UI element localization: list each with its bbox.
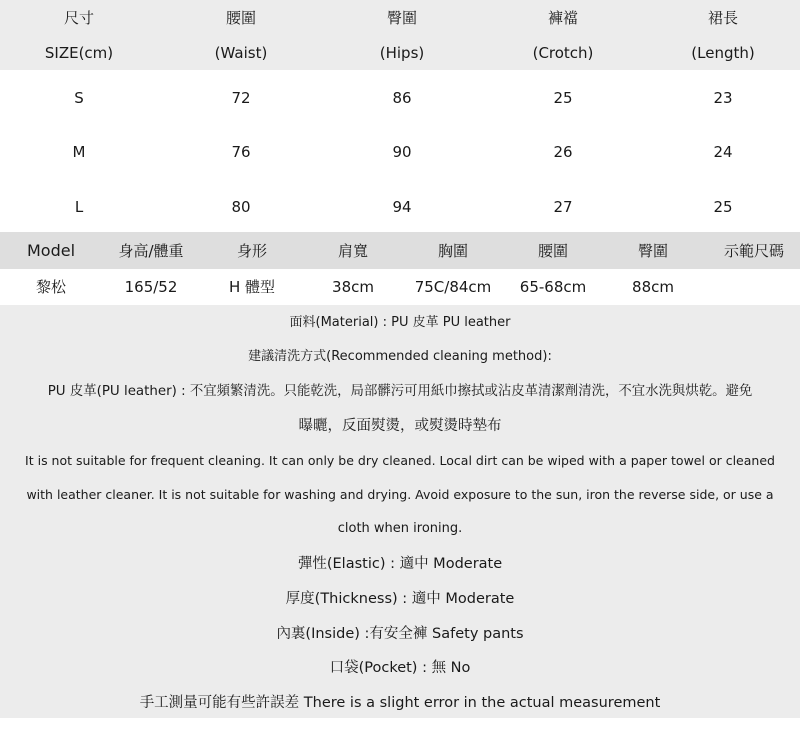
hips-col-header-zh: 臀圍 bbox=[386, 9, 418, 27]
size-cell: M bbox=[72, 143, 86, 161]
pocket-line: 口袋(Pocket) : 無 No bbox=[329, 660, 471, 676]
model-name-cell: 黎松 bbox=[35, 278, 67, 296]
waist-cell: 76 bbox=[231, 143, 251, 161]
size-cell: L bbox=[74, 198, 84, 216]
cleaning-title: 建議清洗方式(Recommended cleaning method): bbox=[248, 349, 552, 364]
hips-col-header: 臀圍 bbox=[637, 242, 669, 260]
crotch-col-header-en: (Crotch) bbox=[532, 44, 594, 62]
length-cell: 25 bbox=[713, 198, 733, 216]
shoulder-cell: 38cm bbox=[332, 278, 374, 296]
length-col-header-zh: 裙長 bbox=[707, 9, 739, 27]
waist-col-header-en: (Waist) bbox=[214, 44, 268, 62]
cleaning-en-line-2: with leather cleaner. It is not suitable for washing and drying. Avoid exposure to the sun, iron the reverse side, or use a bbox=[26, 487, 774, 502]
elastic-line: 彈性(Elastic) : 適中 Moderate bbox=[297, 556, 503, 572]
thickness-line: 厚度(Thickness) : 適中 Moderate bbox=[285, 591, 515, 607]
crotch-col-header-zh: 褲襠 bbox=[547, 9, 579, 27]
bust-col-header: 胸圍 bbox=[437, 242, 469, 260]
length-col-header-en: (Length) bbox=[691, 44, 755, 62]
length-cell: 24 bbox=[713, 143, 733, 161]
material-line: 面料(Material) : PU 皮革 PU leather bbox=[289, 315, 511, 330]
height-weight-col-header: 身高/體重 bbox=[118, 242, 184, 260]
hips-cell: 94 bbox=[392, 198, 412, 216]
cleaning-en-line-3: cloth when ironing. bbox=[337, 521, 463, 536]
size-col-header-en: SIZE(cm) bbox=[44, 44, 114, 62]
hips-cell: 86 bbox=[392, 89, 412, 107]
size-col-header-zh: 尺寸 bbox=[63, 9, 95, 27]
inside-line: 內裏(Inside) :有安全褲 Safety pants bbox=[276, 626, 524, 642]
hips-cell: 88cm bbox=[632, 278, 674, 296]
bust-cell: 75C/84cm bbox=[414, 278, 492, 296]
measurement-note: 手工測量可能有些許誤差 There is a slight error in the actual measurement bbox=[139, 695, 661, 711]
crotch-cell: 27 bbox=[553, 198, 573, 216]
model-table-header bbox=[0, 232, 800, 269]
waist-col-header: 腰圍 bbox=[537, 242, 569, 260]
crotch-cell: 26 bbox=[553, 143, 573, 161]
model-table-row bbox=[0, 269, 800, 305]
size-table-header bbox=[0, 0, 800, 70]
sample-size-col-header: 示範尺碼 bbox=[723, 242, 785, 260]
cleaning-zh-line-1: PU 皮革(PU leather) : 不宜頻繁清洗。只能乾洗，局部髒污可用紙巾擦拭或沾皮革清潔劑清洗，不宜水洗與烘乾。避免 bbox=[47, 384, 753, 399]
cleaning-en-line-1: It is not suitable for frequent cleaning. It can only be dry cleaned. Local dirt can be wiped with a paper towel or cleaned bbox=[25, 453, 775, 468]
hips-cell: 90 bbox=[392, 143, 412, 161]
body-shape-cell: H 體型 bbox=[228, 278, 276, 296]
body-shape-col-header: 身形 bbox=[236, 242, 268, 260]
cleaning-zh-line-2: 曝曬，反面熨燙，或熨燙時墊布 bbox=[298, 418, 502, 434]
size-table-body bbox=[0, 70, 800, 232]
length-cell: 23 bbox=[713, 89, 733, 107]
shoulder-col-header: 肩寬 bbox=[337, 242, 369, 260]
waist-cell: 72 bbox=[231, 89, 251, 107]
waist-cell: 80 bbox=[231, 198, 251, 216]
waist-col-header-zh: 腰圍 bbox=[225, 9, 257, 27]
hips-col-header-en: (Hips) bbox=[379, 44, 425, 62]
height-weight-cell: 165/52 bbox=[124, 278, 178, 296]
model-col-header: Model bbox=[26, 241, 76, 260]
product-info-panel bbox=[0, 305, 800, 718]
waist-cell: 65-68cm bbox=[519, 278, 587, 296]
crotch-cell: 25 bbox=[553, 89, 573, 107]
size-cell: S bbox=[74, 89, 84, 107]
